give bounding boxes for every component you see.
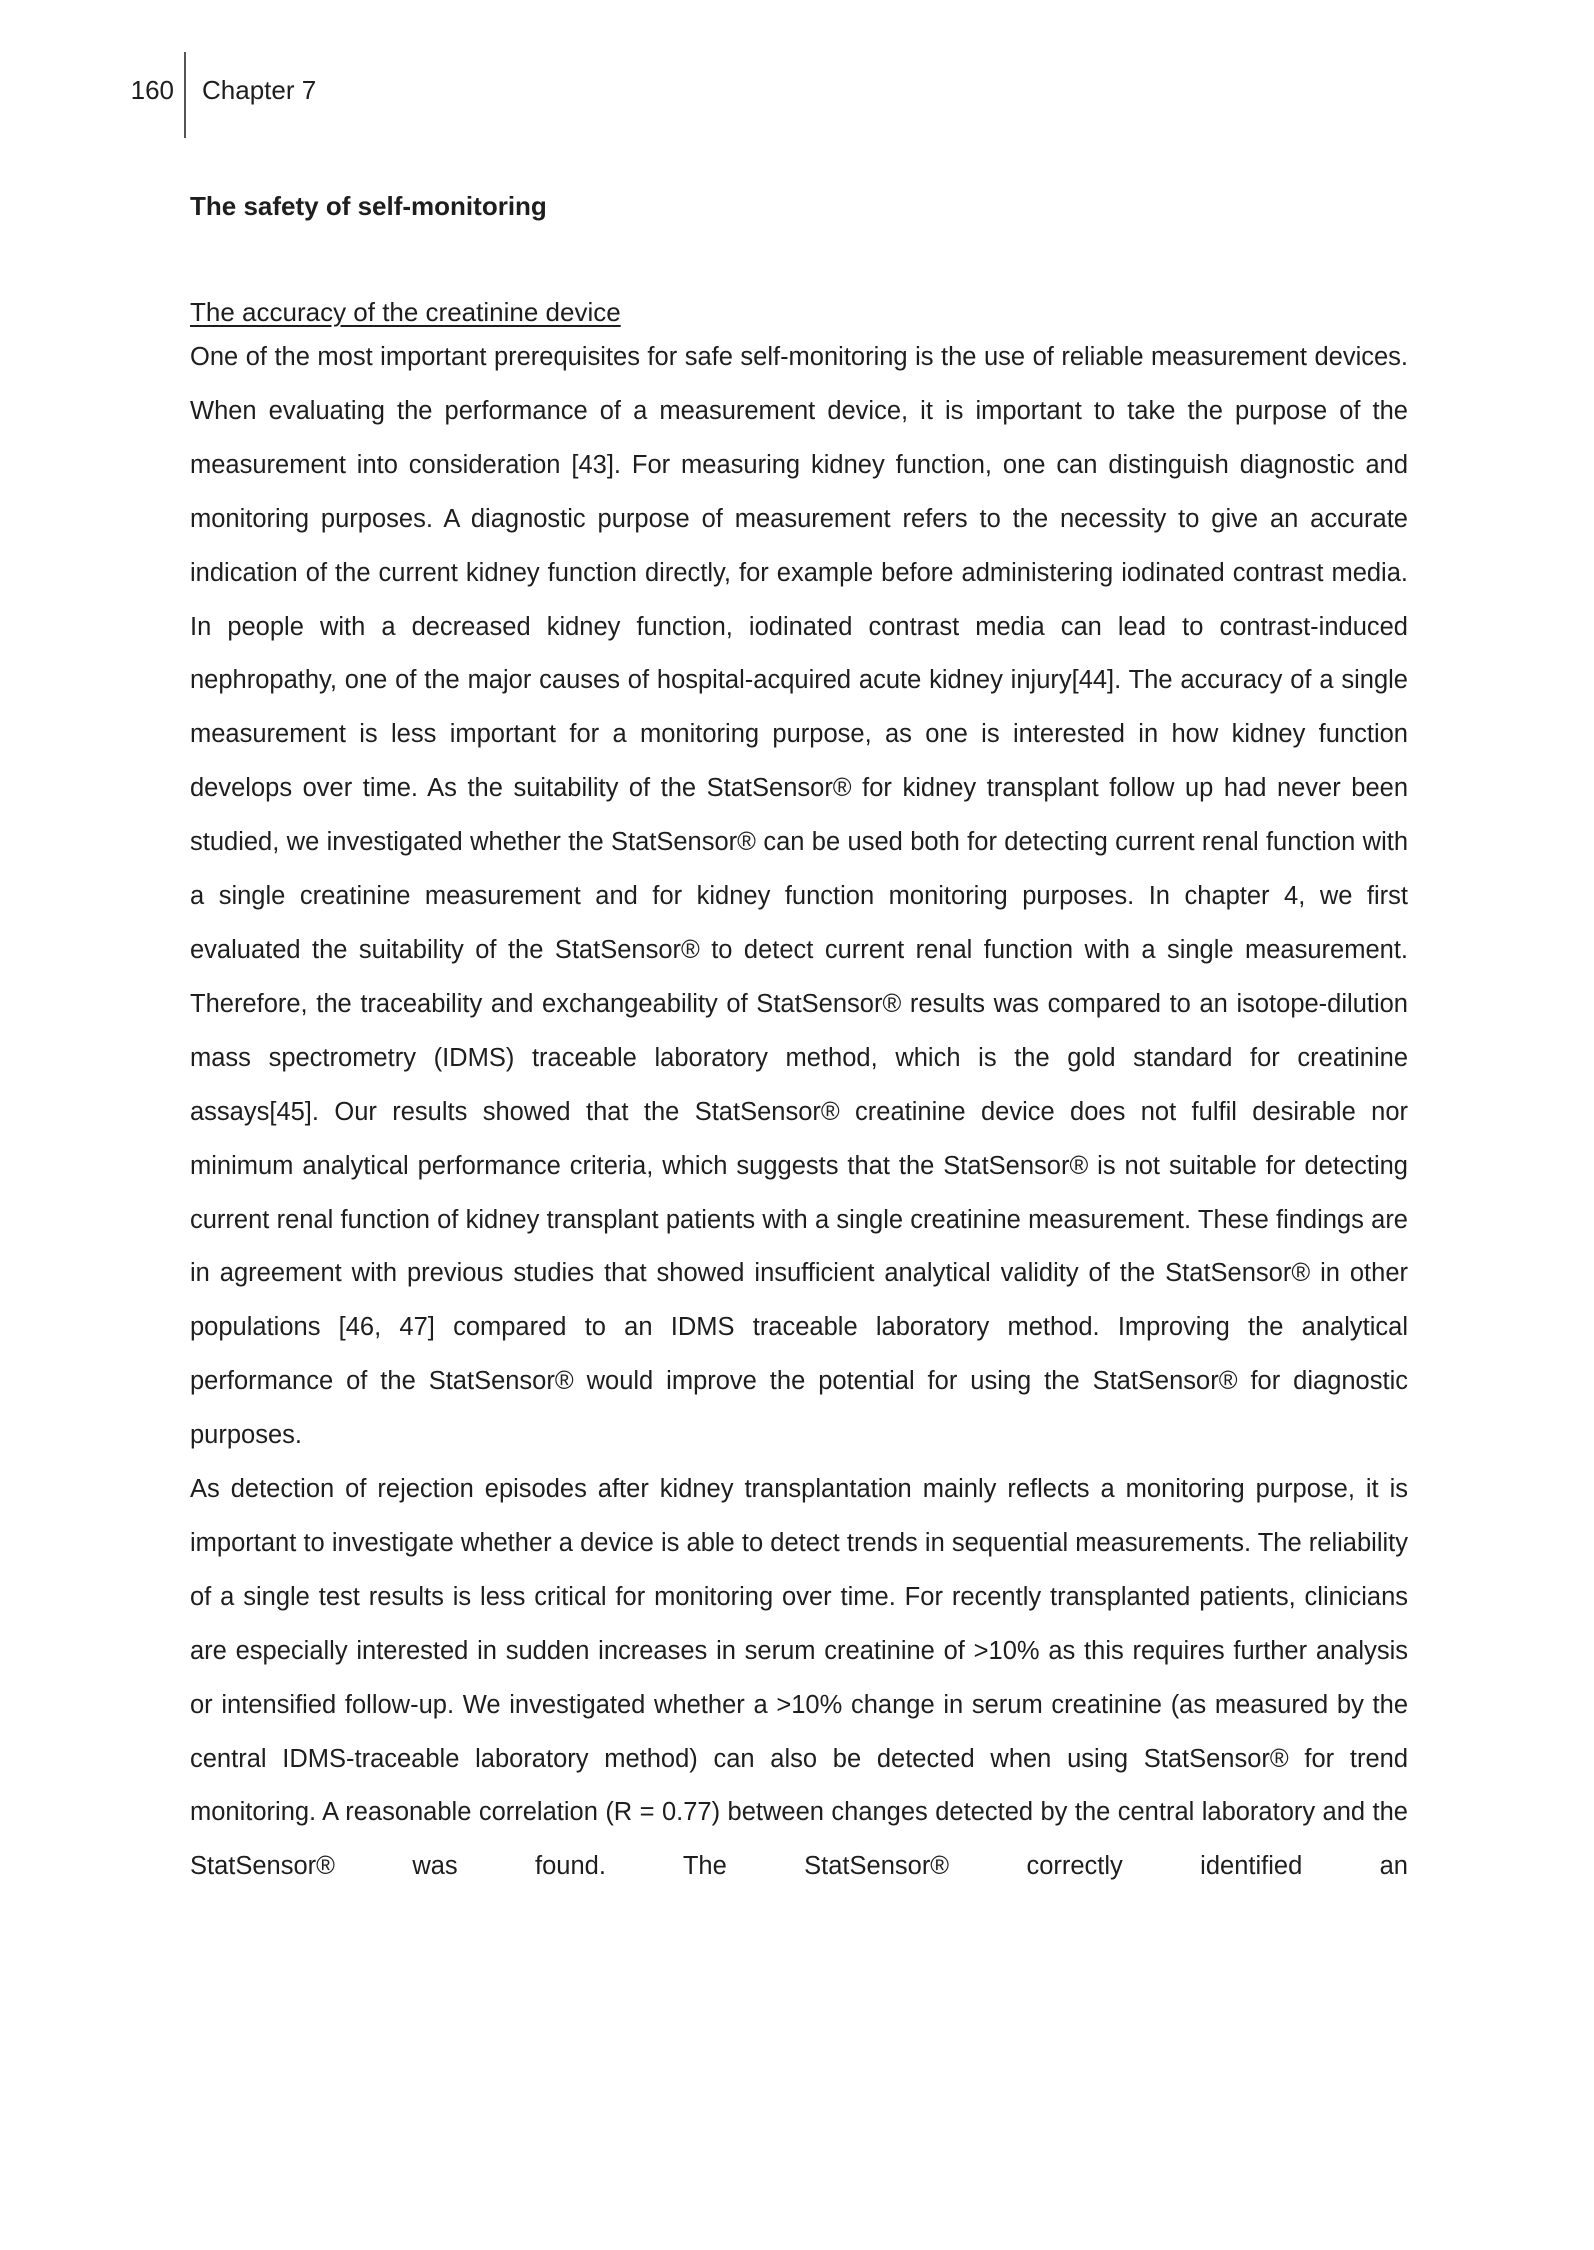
subsection-heading: The accuracy of the creatinine device (190, 297, 621, 327)
body-paragraph-1: One of the most important prerequisites for safe self-monitoring is the use of reliable measurement devices. When evaluating the performance of a measurement device, it is important to take the purpose of the measurement into consideration [43]. For measuring kidney function, one can distinguish diagnostic and monitoring purposes. A diagnostic purpose of measurement refers to the necessity to give an accurate indication of the current kidney function directly, for example before administering iodinated contrast media. In people with a decreased kidney function, iodinated contrast media can lead to contrast-induced nephropathy, one of the major causes of hospital-acquired acute kidney injury[44]. The accuracy of a single measurement is less important for a monitoring purpose, as one is interested in how kidney function develops over time. As the suitability of the StatSensor® for kidney transplant follow up had never been studied, we investigated whether the StatSensor® can be used both for detecting current renal function with a single creatinine measurement and for kidney function monitoring purposes. In chapter 4, we first evaluated the suitability of the StatSensor® to detect current renal function with a single measurement. Therefore, the traceability and exchangeability of StatSensor® results was compared to an isotope-dilution mass spectrometry (IDMS) traceable laboratory method, which is the gold standard for creatinine assays[45]. Our results showed that the StatSensor® creatinine device does not fulfil desirable nor minimum analytical performance criteria, which suggests that the StatSensor® is not suitable for detecting current renal function of kidney transplant patients with a single creatinine measurement. These findings are in agreement with previous studies that showed insufficient analytical validity of the StatSensor® in other populations [46, 47] compared to an IDMS traceable laboratory method. Improving the analytical performance of the StatSensor® would improve the potential for using the StatSensor® for diagnostic purposes. (190, 343, 1408, 1450)
section-heading: The safety of self-monitoring (190, 191, 547, 221)
chapter-label: Chapter 7 (202, 75, 317, 105)
body-paragraph-2: As detection of rejection episodes after kidney transplantation mainly reflects a monitoring purpose, it is important to investigate whether a device is able to detect trends in sequential measurements. The reliability of a single test results is less critical for monitoring over time. For recently transplanted patients, clinicians are especially interested in sudden increases in serum creatinine of >10% as this requires further analysis or intensified follow-up. We investigated whether a >10% change in serum creatinine (as measured by the central IDMS-traceable laboratory method) can also be detected when using StatSensor® for trend monitoring. A reasonable correlation (R = 0.77) between changes detected by the central laboratory and the StatSensor® was found. The StatSensor® correctly identified an (190, 1475, 1408, 1881)
header-divider (184, 52, 186, 138)
page-number: 160 (130, 75, 174, 105)
page-content (190, 185, 1408, 1894)
